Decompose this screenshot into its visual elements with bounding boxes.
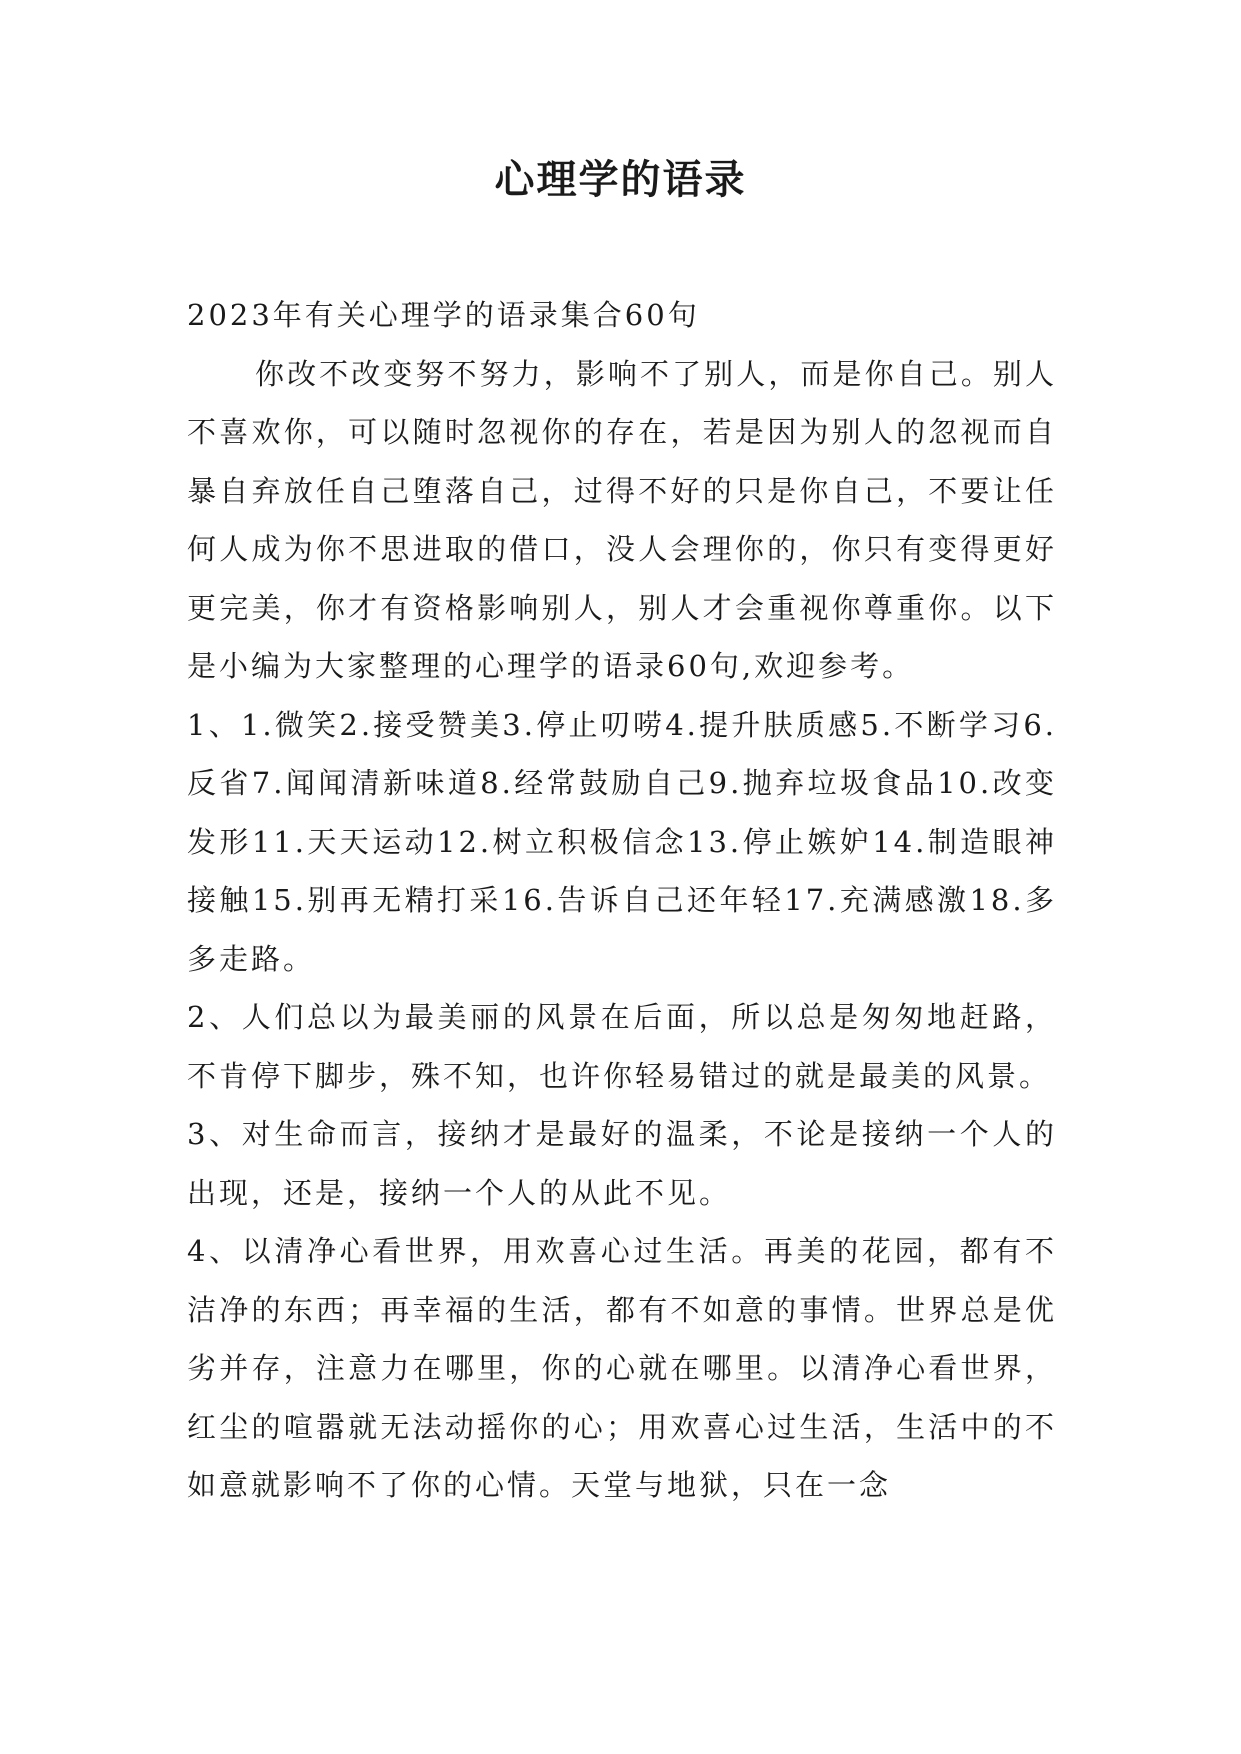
document-body [187,286,1057,1515]
document-title: 心理学的语录 [494,157,747,203]
quote-item-2: 2、人们总以为最美丽的风景在后面，所以总是匆匆地赶路，不肯停下脚步，殊不知，也许你轻易错过的就是最美的风景。 [187,1000,1057,1093]
quote-item-3: 3、对生命而言，接纳才是最好的温柔，不论是接纳一个人的出现，还是，接纳一个人的从此不见。 [187,1117,1057,1210]
intro-paragraph: 你改不改变努不努力，影响不了别人，而是你自己。别人不喜欢你，可以随时忽视你的存在，若是因为别人的忽视而自暴自弃放任自己堕落自己，过得不好的只是你自己，不要让任何人成为你不思进取的借口，没人会理你的，你只有变得更好更完美，你才有资格影响别人，别人才会重视你尊重你。以下是小编为大家整理的心理学的语录60句,欢迎参考。 [187,356,1057,683]
document-subtitle: 2023年有关心理学的语录集合60句 [187,298,700,332]
quote-item-4: 4、以清净心看世界，用欢喜心过生活。再美的花园，都有不洁净的东西；再幸福的生活，都有不如意的事情。世界总是优劣并存，注意力在哪里，你的心就在哪里。以清净心看世界，红尘的喧嚣就无法动摇你的心；用欢喜心过生活，生活中的不如意就影响不了你的心情。天堂与地狱，只在一念 [187,1234,1057,1502]
quote-item-1: 1、1.微笑2.接受赞美3.停止叨唠4.提升肤质感5.不断学习6.反省7.闻闻清新味道8.经常鼓励自己9.抛弃垃圾食品10.改变发形11.天天运动12.树立积极信念13.停止嫉妒14.制造眼神接触15.别再无精打采16.告诉自己还年轻17.充满感激18.多多走路。 [187,707,1057,976]
